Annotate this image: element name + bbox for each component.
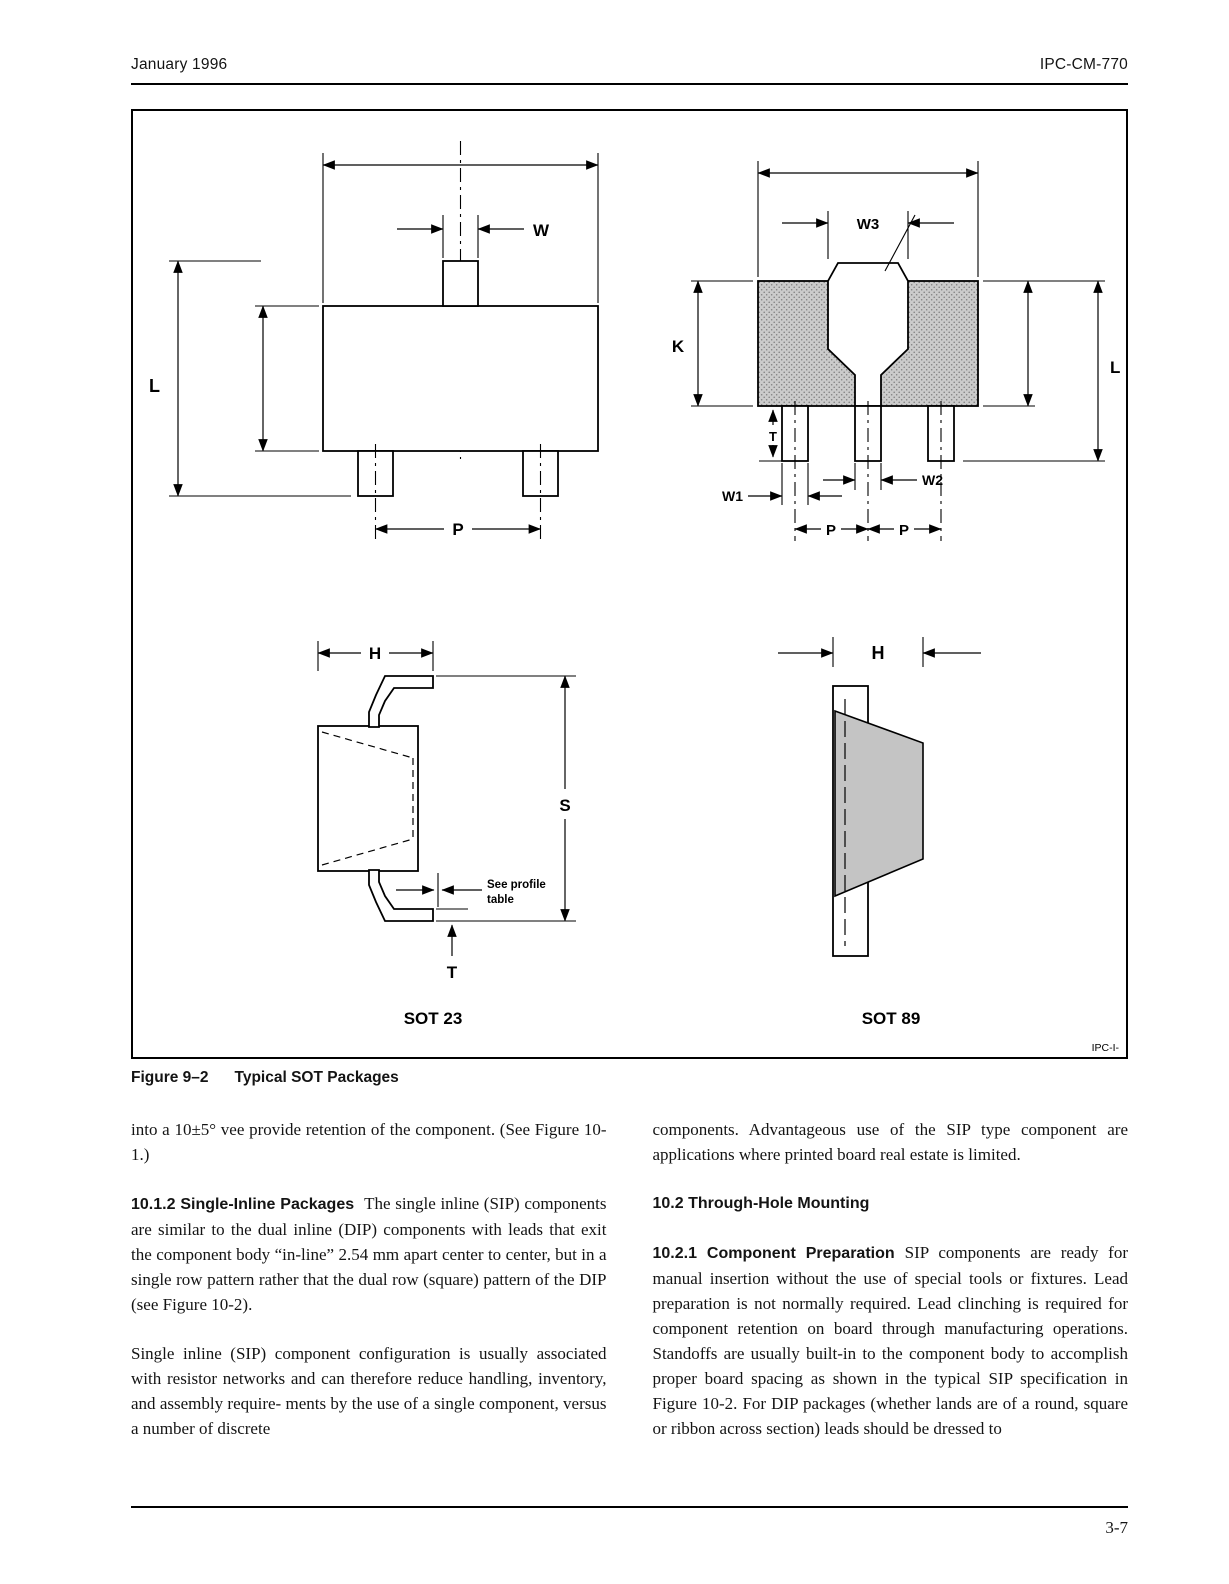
section-heading-10-2: 10.2 Through-Hole Mounting	[652, 1195, 870, 1212]
paragraph-text: SIP components are ready for manual insertion without the use of special tools or fixtures. Lead preparation is not normally required. Lead clinching is required for component retention on board through manufacturing operations. Standoffs are usually built-in to the component body to accomplish proper board spacing as shown in the typical SIP specification in Figure 10-2. For DIP packages (whether lands are of a round, square or ribbon across section) leads should be dressed to	[652, 1243, 1128, 1438]
paragraph	[131, 1191, 607, 1317]
paragraph: Single inline (SIP) component configuration is usually associated with resistor networks and can therefore reduce handling, inventory, and assembly require- ments by the use of a single component, versus a number of discrete	[131, 1344, 607, 1438]
dim-label-t-right: T	[769, 429, 777, 444]
paragraph	[653, 1240, 1129, 1441]
sot-packages-diagram	[133, 111, 1126, 1057]
left-column	[131, 1117, 607, 1465]
dim-label-p2: P	[898, 522, 910, 539]
figure-box	[131, 109, 1128, 1059]
profile-table-note-line2: table	[487, 894, 514, 906]
body-columns	[131, 1117, 1128, 1465]
dim-label-w3: W3	[856, 216, 880, 233]
sot23-profile-view	[318, 641, 576, 982]
dim-label-w: W	[533, 221, 550, 240]
dim-label-s: S	[559, 796, 571, 815]
section-heading-10-1-2: 10.1.2 Single-Inline Packages	[131, 1196, 355, 1213]
sot89-profile-tab	[835, 711, 923, 896]
sot23-profile-body	[318, 726, 418, 871]
sot89-profile-dimensions	[778, 637, 981, 667]
sot23-front-view	[149, 141, 598, 541]
dim-label-l-left: L	[149, 376, 160, 396]
figure-source-mark: IPC-I-	[1091, 1042, 1119, 1054]
sot23-body-outline	[323, 306, 598, 451]
section-heading-10-2-1: 10.2.1 Component Preparation	[652, 1245, 895, 1262]
leader-line	[885, 215, 915, 271]
header-date: January 1996	[131, 56, 228, 73]
figure-caption-title: Typical SOT Packages	[234, 1069, 399, 1086]
sot23-gullwing-lead-bottom	[369, 870, 433, 921]
dim-label-k: K	[671, 337, 685, 356]
figure-caption	[131, 1069, 1128, 1087]
sot89-top-view	[672, 161, 1121, 541]
dim-label-h-right: H	[871, 643, 885, 663]
paragraph-text: The single inline (SIP) components are similar to the dual inline (DIP) components with leads that exit the component body “in-line” 2.54 mm apart center to center, but in a single row pattern rather that the dual row (square) pattern of the DIP (see Figure 10-2).	[131, 1194, 607, 1314]
profile-table-note-line1: See profile	[487, 879, 546, 891]
dim-label-t-left: T	[446, 963, 458, 982]
dim-label-l-right: L	[1110, 358, 1121, 377]
paragraph: components. Advantageous use of the SIP type component are applications where printed board real estate is limited.	[652, 1120, 1128, 1164]
sot89-profile-view	[778, 637, 981, 956]
sot23-top-lead	[443, 261, 478, 306]
paragraph: into a 10±5° vee provide retention of the component. (See Figure 10-1.)	[131, 1120, 607, 1164]
dim-label-w1: W1	[722, 488, 743, 504]
right-column	[653, 1117, 1129, 1465]
dim-label-p-left: P	[452, 520, 464, 539]
header-doc-number: IPC-CM-770	[1039, 56, 1128, 73]
dim-label-w2: W2	[922, 472, 943, 488]
dim-label-h-left: H	[368, 644, 382, 663]
label-sot23: SOT 23	[403, 1009, 463, 1028]
dim-label-p1: P	[825, 522, 837, 539]
page-header	[131, 56, 1128, 85]
page-footer	[131, 1506, 1128, 1538]
figure-caption-label: Figure 9–2	[131, 1069, 209, 1086]
page-number: 3-7	[1105, 1518, 1128, 1537]
label-sot89: SOT 89	[861, 1009, 921, 1028]
sot23-gullwing-lead-top	[369, 676, 433, 727]
